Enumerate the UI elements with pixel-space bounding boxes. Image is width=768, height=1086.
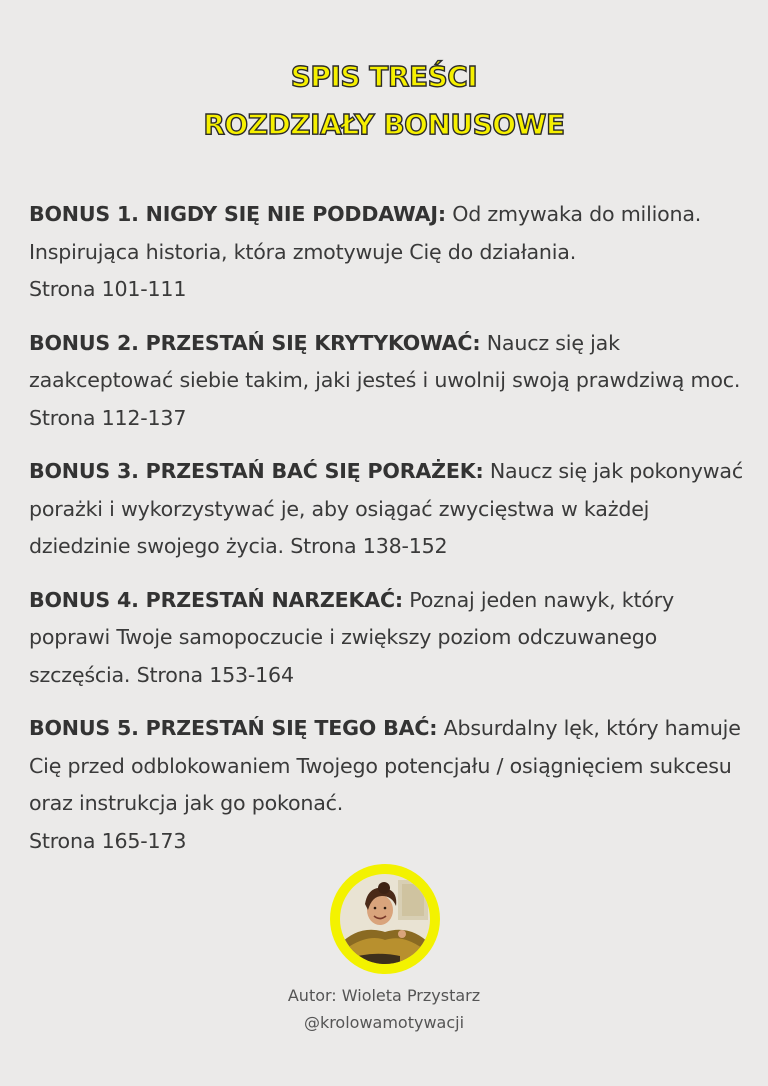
table-of-contents (29, 196, 749, 876)
toc-entry-5 (29, 710, 749, 860)
entry-description: Naucz się jak zaakceptować siebie takim, jaki jesteś i uwolnij swoją prawdziwą moc. (29, 330, 741, 392)
entry-heading: BONUS 1. NIGDY SIĘ NIE PODDAWAJ: (29, 202, 446, 226)
toc-entry-3 (29, 453, 749, 566)
entry-heading: BONUS 5. PRZESTAŃ SIĘ TEGO BAĆ: (29, 716, 438, 740)
entry-heading: BONUS 2. PRZESTAŃ SIĘ KRYTYKOWAĆ: (29, 330, 481, 355)
toc-entry-1 (29, 196, 749, 309)
entry-pages: Strona 101-111 (29, 277, 187, 301)
entry-description: Od zmywaka do miliona. Inspirująca historia, która zmotywuje Cię do działania. (29, 202, 702, 264)
toc-entry-4 (29, 582, 749, 695)
author-name: Autor: Wioleta Przystarz (287, 986, 481, 1005)
entry-heading: BONUS 4. PRZESTAŃ NARZEKAĆ: (29, 587, 403, 612)
title-line-2: ROZDZIAŁY BONUSOWE (203, 108, 565, 141)
entry-pages: Strona 165-173 (29, 828, 187, 853)
toc-entry-2 (29, 325, 749, 438)
entry-pages: Strona 153-164 (136, 662, 294, 687)
entry-pages: Strona 112-137 (29, 405, 187, 430)
entry-description: Naucz się jak pokonywać porażki i wykorzystywać je, aby osiągać zwycięstwa w każdej dziedzinie swojego życia. (29, 459, 743, 558)
author-avatar (330, 864, 440, 974)
author-handle: @krolowamotywacji (303, 1013, 465, 1032)
entry-description: Absurdalny lęk, który hamuje Cię przed odblokowaniem Twojego potencjału / osiągnięciem sukcesu oraz instrukcja jak go pokonać. (29, 716, 741, 815)
entry-description: Poznaj jeden nawyk, który poprawi Twoje samopoczucie i zwiększy poziom odczuwanego szczęścia. (29, 587, 675, 687)
title-line-1: SPIS TREŚCI (290, 60, 478, 93)
author-photo-icon (340, 874, 430, 964)
entry-heading: BONUS 3. PRZESTAŃ BAĆ SIĘ PORAŻEK: (29, 459, 484, 483)
entry-pages: Strona 138-152 (290, 534, 448, 558)
